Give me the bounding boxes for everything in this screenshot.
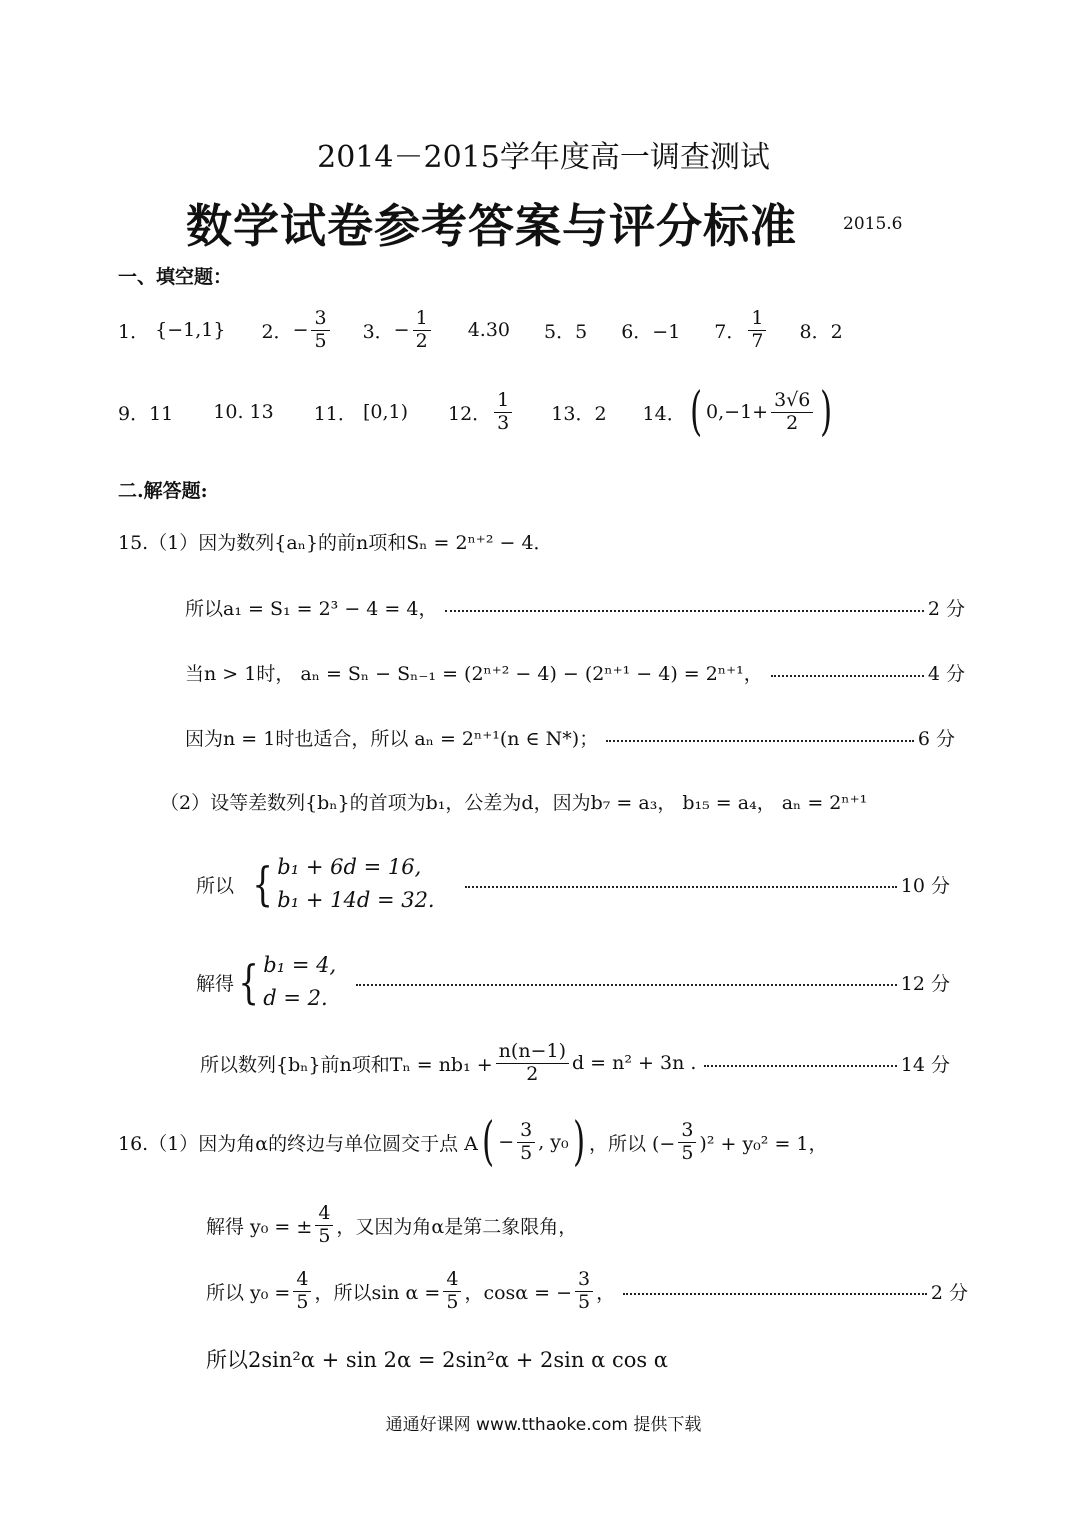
answer-9: 9．11 [118,402,174,425]
p15-line-3: 因为n = 1时也适合，所以 aₙ = 2ⁿ⁺¹(n ∈ N*)； 6 分 [185,728,955,750]
section-fill-blank-heading: 一、填空题： [118,266,233,288]
answer-14: 14． ( 0,−1+ $\frac{3√6}{2}$ ) [642,382,833,442]
answer-11: 11． [0,1) [313,401,408,425]
answer-7: 7． $\frac{1}{7}$ [714,308,769,353]
document-subtitle: 数学试卷参考答案与评分标准 [186,199,797,253]
p15-line-sum: 所以数列{bₙ}前n项和Tₙ = nb₁ + $\frac{n(n-1)}{2}$ d = n² + 3n . 14 分 [200,1039,950,1085]
p16-line-3: 所以2sin²α + sin 2α = 2sin²α + 2sin α cos α [206,1348,668,1372]
answer-4: 4.30 [467,319,510,341]
section-solutions-heading: 二.解答题: [118,480,208,502]
fill-answers-row-1 [118,300,843,360]
p15-line-2: 当n > 1时， aₙ = Sₙ − Sₙ₋₁ = (2ⁿ⁺² − 4) − (2ⁿ⁺¹ − 4) = 2ⁿ⁺¹， 4 分 [185,663,965,685]
p15-system-2: 解得 { b₁ = 4, d = 2. 12 分 [196,953,950,1010]
answer-8: 8．2 [799,320,843,343]
fill-answers-row-2 [118,380,837,444]
answer-6: 6．−1 [621,320,681,343]
p15-intro: 15.（1）因为数列{aₙ}的前n项和Sₙ = 2ⁿ⁺² − 4． [118,532,553,554]
page-title: 2014－2015学年度高一调查测试 [317,140,770,175]
answer-1: 1． {−1,1} [118,319,226,343]
answer-12: 12． $\frac{1}{3}$ [448,390,515,435]
document-date: 2015.6 [843,214,903,234]
answer-3: 3． − $\frac{1}{2}$ [363,308,434,353]
p16-intro: 16.（1）因为角α的终边与单位圆交于点 A ( − $\frac{3}{5}$ , y₀ ) ，所以 (− $\frac{3}{5}$ )² + y₀² = 1， [118,1112,828,1172]
page-footer: 通通好课网 www.tthaoke.com 提供下载 [385,1415,702,1435]
answer-5: 5．5 [544,320,588,343]
p15-system-1: 所以 { b₁ + 6d = 16, b₁ + 14d = 32. 10 分 [196,855,950,912]
p15-part-2: （2）设等差数列{bₙ}的首项为b₁，公差为d，因为b₇ = a₃， b₁₅ = a₄， aₙ = 2ⁿ⁺¹ [160,792,868,814]
p16-line-2: 所以 y₀ = $\frac{4}{5}$ ，所以sin α = $\frac{4}{5}$ ，cosα = − $\frac{3}{5}$ ， 2 分 [206,1267,968,1313]
answer-2: 2． − $\frac{3}{5}$ [261,308,332,353]
answer-10: 10. 13 [213,401,274,423]
p16-line-1: 解得 y₀ = ± $\frac{4}{5}$ ，又因为角α是第二象限角， [206,1201,578,1247]
answer-13: 13．2 [551,402,607,425]
p15-line-1: 所以a₁ = S₁ = 2³ − 4 = 4， 2 分 [185,598,965,620]
